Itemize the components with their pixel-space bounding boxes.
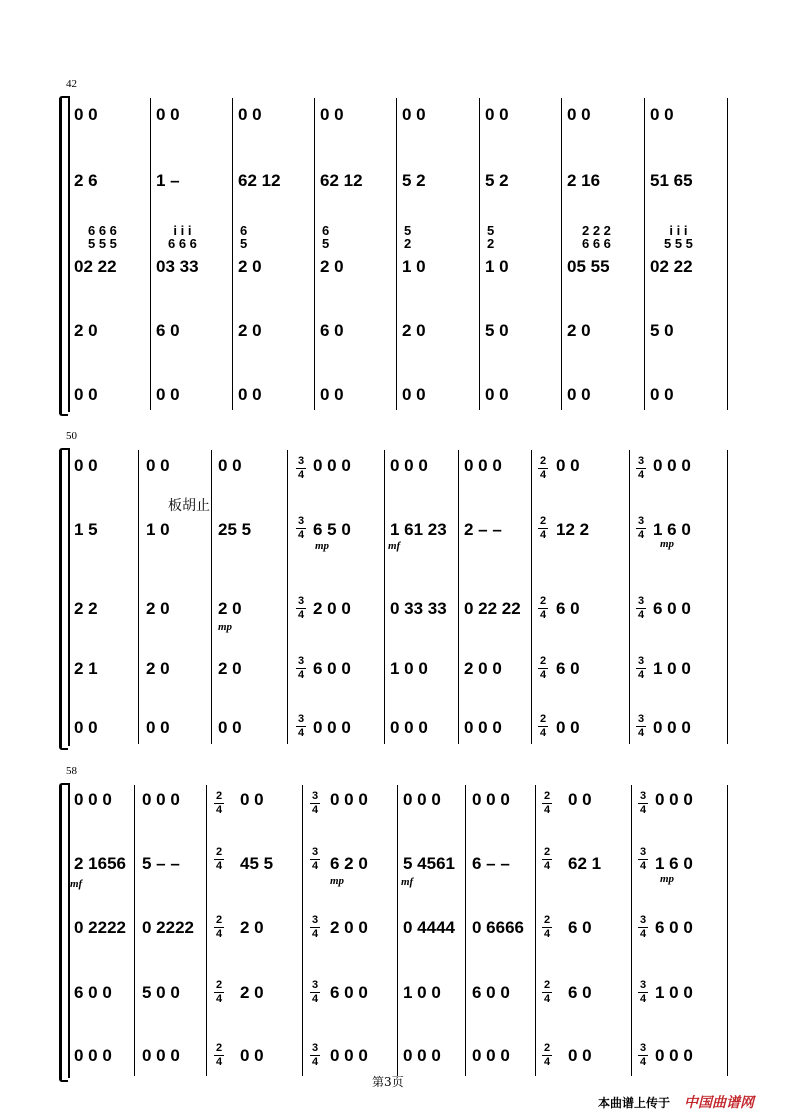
- barline: [206, 785, 207, 1076]
- note-cell: 1 5: [74, 520, 98, 539]
- note-cell: 2 2: [74, 599, 98, 618]
- barline: [644, 98, 645, 410]
- barline: [397, 785, 398, 1076]
- note-cell: 62 12: [320, 171, 363, 190]
- time-signature: 3 4: [297, 713, 305, 739]
- note-cell: 2 0: [567, 321, 591, 340]
- note-cell: 2 – –: [464, 520, 502, 539]
- barline: [396, 98, 397, 410]
- note-cell: 1 6 0: [655, 854, 693, 873]
- note-cell: 0 0 0: [653, 718, 691, 737]
- chord-stack: i i i 5 5 5: [664, 223, 693, 251]
- note-cell: 2 0: [320, 257, 344, 276]
- time-signature: 3 4: [311, 846, 319, 872]
- note-cell: 1 0 0: [390, 659, 428, 678]
- chord-stack: 5 2: [404, 223, 412, 251]
- note-cell: 0 0: [74, 456, 98, 475]
- note-cell: 12 2: [556, 520, 590, 539]
- note-cell: 2 0: [238, 257, 262, 276]
- barline: [727, 98, 728, 410]
- note-cell: 0 0: [567, 105, 591, 124]
- note-cell: 05 55: [567, 257, 610, 276]
- note-cell: 0 0: [156, 385, 180, 404]
- note-cell: 5 0: [650, 321, 674, 340]
- note-cell: 0 0: [402, 105, 426, 124]
- time-signature: 2 4: [215, 979, 223, 1005]
- note-cell: 62 12: [238, 171, 281, 190]
- barline: [727, 450, 728, 744]
- page-number: 第3页: [372, 1075, 404, 1089]
- note-cell: 0 0 0: [464, 456, 502, 475]
- dynamic-mark: mp: [330, 875, 345, 887]
- note-cell: 1 –: [156, 171, 180, 190]
- note-cell: 0 0 0: [142, 790, 180, 809]
- note-cell: 2 1656: [74, 854, 126, 873]
- note-cell: 6 0: [556, 659, 580, 678]
- time-signature: 3 4: [639, 790, 647, 816]
- note-cell: 0 0 0: [330, 1046, 368, 1065]
- note-cell: 2 6: [74, 171, 98, 190]
- time-signature: 3 4: [639, 979, 647, 1005]
- measure-number: 58: [66, 765, 77, 777]
- system-brace: [59, 96, 68, 416]
- dynamic-mark: mf: [70, 878, 83, 890]
- note-cell: 0 0: [556, 718, 580, 737]
- time-signature: 2 4: [543, 790, 551, 816]
- note-cell: 0 0: [218, 456, 242, 475]
- note-cell: 0 33 33: [390, 599, 447, 618]
- note-cell: 0 0: [156, 105, 180, 124]
- time-signature: 3 4: [311, 979, 319, 1005]
- note-cell: 0 0 0: [464, 718, 502, 737]
- time-signature: 3 4: [637, 515, 645, 541]
- chord-stack: 2 2 2 6 6 6: [582, 223, 611, 251]
- barline: [479, 98, 480, 410]
- note-cell: 5 2: [402, 171, 426, 190]
- barline: [727, 785, 728, 1076]
- time-signature: 2 4: [543, 1042, 551, 1068]
- note-cell: 6 – –: [472, 854, 510, 873]
- time-signature: 2 4: [215, 914, 223, 940]
- note-cell: 6 0 0: [330, 983, 368, 1002]
- barline: [232, 98, 233, 410]
- chord-stack: 6 5: [322, 223, 330, 251]
- dynamic-mark: mf: [388, 540, 401, 552]
- note-cell: 0 22 22: [464, 599, 521, 618]
- barline: [68, 96, 70, 412]
- time-signature: 3 4: [297, 455, 305, 481]
- time-signature: 2 4: [539, 595, 547, 621]
- note-cell: 0 2222: [142, 918, 194, 937]
- time-signature: 2 4: [543, 846, 551, 872]
- dynamic-mark: mp: [315, 540, 330, 552]
- note-cell: 0 0 0: [390, 456, 428, 475]
- note-cell: 2 16: [567, 171, 601, 190]
- note-cell: 6 0 0: [313, 659, 351, 678]
- barline: [287, 450, 288, 744]
- note-cell: 2 0: [146, 599, 170, 618]
- note-cell: 0 0: [240, 790, 264, 809]
- note-cell: 0 0 0: [74, 1046, 112, 1065]
- note-cell: 0 0: [74, 385, 98, 404]
- note-cell: 2 0: [218, 659, 242, 678]
- time-signature: 3 4: [639, 914, 647, 940]
- note-cell: 5 2: [485, 171, 509, 190]
- note-cell: 0 0: [568, 790, 592, 809]
- dynamic-mark: mp: [218, 621, 233, 633]
- note-cell: 0 0 0: [472, 1046, 510, 1065]
- note-cell: 6 0 0: [74, 983, 112, 1002]
- note-cell: 2 0: [240, 983, 264, 1002]
- note-cell: 0 0 0: [313, 718, 351, 737]
- barline: [535, 785, 536, 1076]
- dynamic-mark: mp: [660, 873, 675, 885]
- note-cell: 02 22: [74, 257, 117, 276]
- note-cell: 0 0 0: [390, 718, 428, 737]
- note-cell: 1 0 0: [653, 659, 691, 678]
- note-cell: 0 0 0: [313, 456, 351, 475]
- note-cell: 6 0 0: [655, 918, 693, 937]
- note-cell: 0 0: [74, 718, 98, 737]
- note-cell: 0 0: [568, 1046, 592, 1065]
- note-cell: 2 0: [402, 321, 426, 340]
- site-logo[interactable]: [684, 1092, 784, 1110]
- note-cell: 0 0: [402, 385, 426, 404]
- barline: [384, 450, 385, 744]
- note-cell: 2 0 0: [313, 599, 351, 618]
- note-cell: 1 61 23: [390, 520, 447, 539]
- time-signature: 3 4: [637, 655, 645, 681]
- note-cell: 0 0 0: [142, 1046, 180, 1065]
- note-cell: 0 0: [146, 718, 170, 737]
- note-cell: 0 0 0: [74, 790, 112, 809]
- note-cell: 0 0: [650, 385, 674, 404]
- note-cell: 0 4444: [403, 918, 455, 937]
- time-signature: 3 4: [637, 455, 645, 481]
- barline: [465, 785, 466, 1076]
- note-cell: 5 0 0: [142, 983, 180, 1002]
- chord-stack: i i i 6 6 6: [168, 223, 197, 251]
- barline: [68, 783, 70, 1078]
- note-cell: 0 0 0: [655, 790, 693, 809]
- note-cell: 0 0: [74, 105, 98, 124]
- barline: [561, 98, 562, 410]
- time-signature: 3 4: [297, 515, 305, 541]
- barline: [531, 450, 532, 744]
- note-cell: 1 0: [402, 257, 426, 276]
- barline: [150, 98, 151, 410]
- note-cell: 0 0: [238, 105, 262, 124]
- note-cell: 62 1: [568, 854, 602, 873]
- note-cell: 5 4561: [403, 854, 455, 873]
- note-cell: 0 0: [218, 718, 242, 737]
- note-cell: 0 0: [556, 456, 580, 475]
- time-signature: 3 4: [311, 1042, 319, 1068]
- note-cell: 6 2 0: [330, 854, 368, 873]
- note-cell: 0 0: [320, 105, 344, 124]
- note-cell: 2 0 0: [464, 659, 502, 678]
- dynamic-mark: mf: [401, 876, 414, 888]
- note-cell: 0 0 0: [655, 1046, 693, 1065]
- time-signature: 2 4: [539, 655, 547, 681]
- system-brace: [59, 448, 68, 750]
- note-cell: 0 6666: [472, 918, 524, 937]
- time-signature: 2 4: [543, 979, 551, 1005]
- note-cell: 0 0: [240, 1046, 264, 1065]
- chord-stack: 6 6 6 5 5 5: [88, 223, 117, 251]
- note-cell: 0 0: [650, 105, 674, 124]
- note-cell: 2 1: [74, 659, 98, 678]
- note-cell: 6 0 0: [653, 599, 691, 618]
- note-cell: 6 0: [320, 321, 344, 340]
- note-cell: 45 5: [240, 854, 274, 873]
- note-cell: 0 0: [485, 385, 509, 404]
- note-cell: 0 0 0: [330, 790, 368, 809]
- note-cell: 6 0: [568, 983, 592, 1002]
- note-cell: 2 0: [240, 918, 264, 937]
- chord-stack: 6 5: [240, 223, 248, 251]
- note-cell: 6 0: [568, 918, 592, 937]
- note-cell: 1 6 0: [653, 520, 691, 539]
- time-signature: 2 4: [215, 1042, 223, 1068]
- barline: [211, 450, 212, 744]
- note-cell: 0 0: [320, 385, 344, 404]
- note-cell: 5 0: [485, 321, 509, 340]
- note-cell: 1 0 0: [655, 983, 693, 1002]
- time-signature: 3 4: [639, 846, 647, 872]
- barline: [138, 450, 139, 744]
- note-cell: 51 65: [650, 171, 693, 190]
- measure-number: 42: [66, 78, 77, 90]
- time-signature: 2 4: [215, 790, 223, 816]
- time-signature: 2 4: [543, 914, 551, 940]
- barline: [302, 785, 303, 1076]
- time-signature: 3 4: [311, 914, 319, 940]
- barline: [68, 448, 70, 746]
- note-cell: 6 0: [156, 321, 180, 340]
- barline: [134, 785, 135, 1076]
- barline: [629, 450, 630, 744]
- system-brace: [59, 783, 68, 1082]
- note-cell: 0 0 0: [472, 790, 510, 809]
- note-cell: 1 0 0: [403, 983, 441, 1002]
- note-cell: 0 0: [146, 456, 170, 475]
- note-cell: 5 – –: [142, 854, 180, 873]
- note-cell: 2 0: [218, 599, 242, 618]
- note-cell: 6 0: [556, 599, 580, 618]
- time-signature: 3 4: [297, 595, 305, 621]
- note-cell: 02 22: [650, 257, 693, 276]
- upload-note: 本曲谱上传于: [598, 1096, 671, 1110]
- time-signature: 3 4: [297, 655, 305, 681]
- note-cell: 0 0 0: [403, 1046, 441, 1065]
- note-cell: 03 33: [156, 257, 199, 276]
- barline: [314, 98, 315, 410]
- note-cell: 25 5: [218, 520, 252, 539]
- time-signature: 2 4: [539, 455, 547, 481]
- note-cell: 2 0 0: [330, 918, 368, 937]
- time-signature: 2 4: [215, 846, 223, 872]
- site-logo-text: 中国曲谱网: [684, 1095, 754, 1111]
- note-cell: 0 0: [238, 385, 262, 404]
- chord-stack: 5 2: [487, 223, 495, 251]
- note-cell: 2 0: [146, 659, 170, 678]
- note-cell: 0 0: [485, 105, 509, 124]
- note-cell: 0 0: [567, 385, 591, 404]
- note-cell: 6 5 0: [313, 520, 351, 539]
- note-cell: 1 0: [485, 257, 509, 276]
- note-cell: 1 0: [146, 520, 170, 539]
- note-cell: 0 2222: [74, 918, 126, 937]
- barline: [458, 450, 459, 744]
- time-signature: 3 4: [637, 595, 645, 621]
- note-cell: 0 0 0: [653, 456, 691, 475]
- note-cell: 6 0 0: [472, 983, 510, 1002]
- note-cell: 2 0: [74, 321, 98, 340]
- instrument-annotation: 板胡止: [168, 498, 210, 514]
- time-signature: 3 4: [311, 790, 319, 816]
- time-signature: 2 4: [539, 713, 547, 739]
- time-signature: 2 4: [539, 515, 547, 541]
- time-signature: 3 4: [637, 713, 645, 739]
- note-cell: 0 0 0: [403, 790, 441, 809]
- dynamic-mark: mp: [660, 538, 675, 550]
- barline: [631, 785, 632, 1076]
- measure-number: 50: [66, 430, 77, 442]
- note-cell: 2 0: [238, 321, 262, 340]
- time-signature: 3 4: [639, 1042, 647, 1068]
